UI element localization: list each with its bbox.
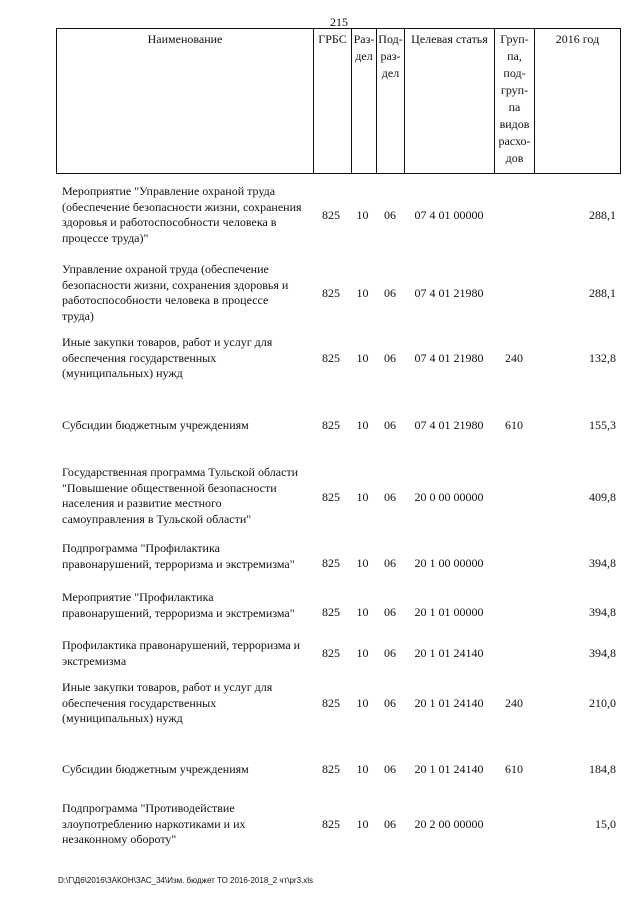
row-name: Профилактика правонарушений, терроризма и экстремизма — [62, 638, 301, 668]
row-group: 240 — [505, 696, 523, 710]
row-podrazdel: 06 — [384, 351, 396, 365]
row-grbs: 825 — [322, 817, 340, 831]
row-grbs: 825 — [322, 605, 340, 619]
row-amount: 288,1 — [589, 208, 616, 222]
row-name: Иные закупки товаров, работ и услуг для обеспечения государственных (муниципальных) нужд — [62, 680, 273, 725]
row-group: 610 — [505, 762, 523, 776]
row-amount: 210,0 — [589, 696, 616, 710]
row-name: Подпрограмма "Противодействие злоупотреблению наркотиками и их незаконному обороту" — [62, 801, 246, 846]
row-amount: 394,8 — [589, 605, 616, 619]
row-amount: 288,1 — [589, 286, 616, 300]
row-podrazdel: 06 — [384, 646, 396, 660]
row-amount: 394,8 — [589, 646, 616, 660]
row-podrazdel: 06 — [384, 208, 396, 222]
header-razdel: Раз- дел — [351, 29, 376, 173]
header-year: 2016 год — [534, 29, 620, 173]
row-target-code: 07 4 01 21980 — [414, 286, 484, 300]
row-group: 240 — [505, 351, 523, 365]
header-name: Наименование — [147, 32, 223, 46]
row-target-code: 07 4 01 21980 — [414, 351, 484, 365]
row-razdel: 10 — [356, 646, 369, 660]
row-target-code: 07 4 01 00000 — [414, 208, 484, 222]
row-razdel: 10 — [356, 351, 369, 365]
row-target-code: 20 1 01 00000 — [414, 605, 484, 619]
row-podrazdel: 06 — [384, 490, 396, 504]
row-podrazdel: 06 — [384, 418, 396, 432]
row-target-code: 20 1 01 24140 — [414, 762, 484, 776]
table-header — [56, 28, 621, 174]
row-razdel: 10 — [356, 556, 369, 570]
row-grbs: 825 — [322, 208, 340, 222]
row-podrazdel: 06 — [384, 286, 396, 300]
row-razdel: 10 — [356, 286, 369, 300]
row-name: Мероприятие "Профилактика правонарушений, терроризма и экстремизма" — [62, 590, 295, 620]
row-amount: 409,8 — [589, 490, 616, 504]
row-razdel: 10 — [356, 762, 369, 776]
row-grbs: 825 — [322, 286, 340, 300]
file-path-footer: D:\Г\Д6\2016\ЗАКОН\ЗАС_34\Изм. бюджет ТО 2016-2018_2 чт\pr3.xls — [58, 876, 314, 885]
header-podrazdel: Под- раз- дел — [376, 29, 404, 173]
row-grbs: 825 — [322, 696, 340, 710]
row-grbs: 825 — [322, 556, 340, 570]
row-target-code: 20 2 00 00000 — [414, 817, 484, 831]
header-grbs: ГРБС — [313, 29, 351, 173]
row-podrazdel: 06 — [384, 556, 396, 570]
page-number: 215 — [330, 15, 348, 29]
row-podrazdel: 06 — [384, 817, 396, 831]
row-name: Мероприятие "Управление охраной труда (обеспечение безопасности жизни, сохранения здоровья и работоспособности человека в процессе труда)" — [62, 184, 302, 245]
row-grbs: 825 — [322, 762, 340, 776]
row-name: Субсидии бюджетным учреждениям — [62, 762, 249, 776]
row-amount: 394,8 — [589, 556, 616, 570]
row-razdel: 10 — [356, 418, 369, 432]
row-grbs: 825 — [322, 418, 340, 432]
row-name: Управление охраной труда (обеспечение безопасности жизни, сохранения здоровья и работоспособности человека в процессе труда) — [62, 262, 289, 323]
row-grbs: 825 — [322, 351, 340, 365]
row-target-code: 20 1 01 24140 — [414, 696, 484, 710]
row-name: Государственная программа Тульской области "Повышение общественной безопасности населения и развитие местного самоуправления в Тульской области" — [62, 465, 299, 526]
row-grbs: 825 — [322, 646, 340, 660]
row-razdel: 10 — [356, 605, 369, 619]
row-razdel: 10 — [356, 696, 369, 710]
row-target-code: 07 4 01 21980 — [414, 418, 484, 432]
row-group: 610 — [505, 418, 523, 432]
row-podrazdel: 06 — [384, 605, 396, 619]
row-razdel: 10 — [356, 817, 369, 831]
row-amount: 15,0 — [595, 817, 616, 831]
row-razdel: 10 — [356, 208, 369, 222]
row-target-code: 20 1 00 00000 — [414, 556, 484, 570]
row-name: Подпрограмма "Профилактика правонарушений, терроризма и экстремизма" — [62, 541, 295, 571]
row-podrazdel: 06 — [384, 762, 396, 776]
row-amount: 132,8 — [589, 351, 616, 365]
header-target: Целевая статья — [404, 29, 494, 173]
header-group: Груп- па, под- груп- па видов расхо- дов — [494, 29, 534, 173]
row-podrazdel: 06 — [384, 696, 396, 710]
row-name: Субсидии бюджетным учреждениям — [62, 418, 249, 432]
row-target-code: 20 0 00 00000 — [414, 490, 484, 504]
row-amount: 184,8 — [589, 762, 616, 776]
row-amount: 155,3 — [589, 418, 616, 432]
row-grbs: 825 — [322, 490, 340, 504]
row-target-code: 20 1 01 24140 — [414, 646, 484, 660]
row-razdel: 10 — [356, 490, 369, 504]
row-name: Иные закупки товаров, работ и услуг для обеспечения государственных (муниципальных) нужд — [62, 335, 273, 380]
